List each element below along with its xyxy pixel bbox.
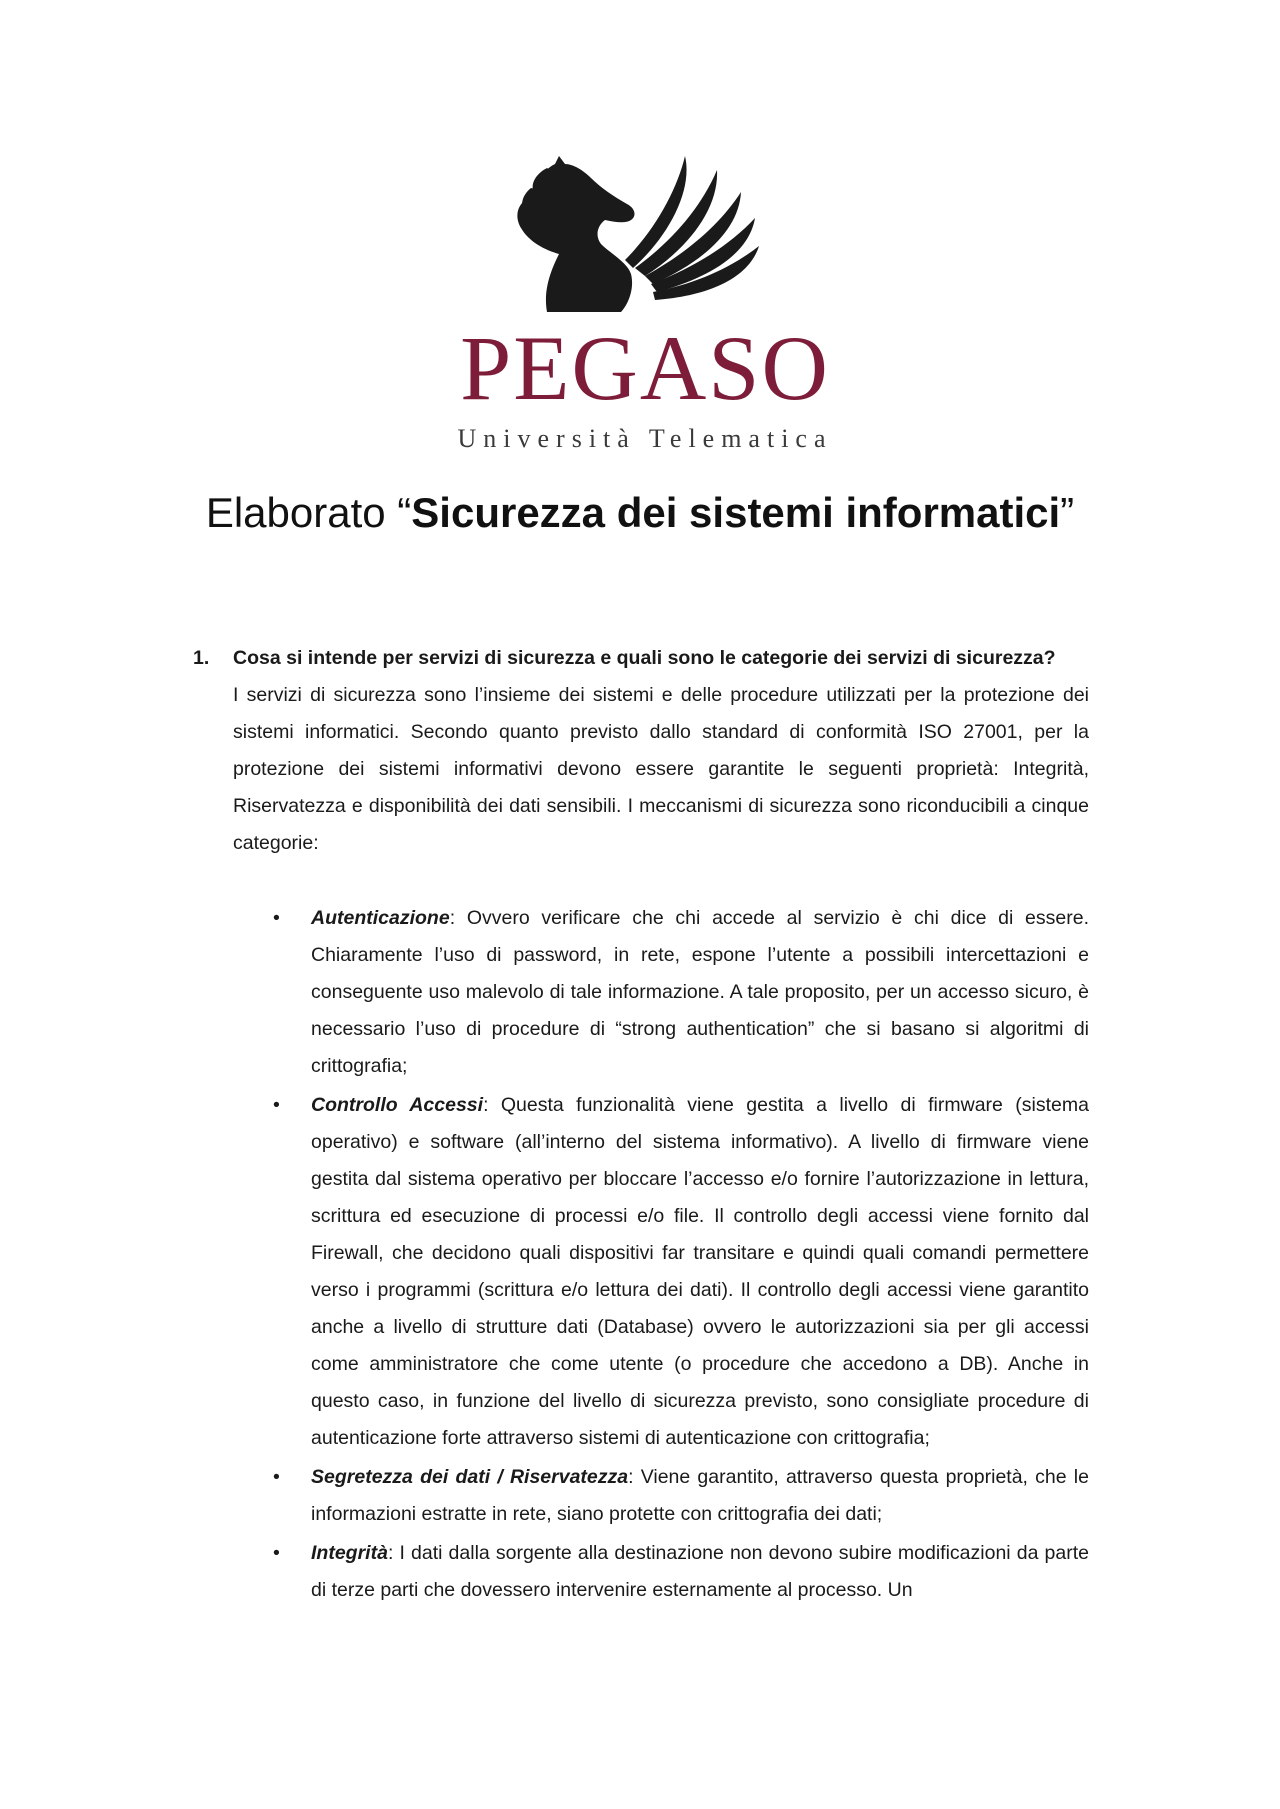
pegasus-icon: [455, 150, 835, 320]
logo-wordmark: PEGASO: [460, 317, 830, 419]
list-item-text: : I dati dalla sorgente alla destinazione non devono subire modificazioni da parte di terze parti che dovessero intervenire esternamente al processo. Un: [311, 1542, 1089, 1601]
question-heading: [193, 640, 1089, 677]
question-number: 1.: [193, 647, 210, 669]
bullet-icon: •: [273, 1466, 280, 1488]
bullet-icon: •: [273, 907, 280, 929]
document-title: [0, 488, 1280, 538]
list-item-body: [311, 1535, 1089, 1609]
document-body: [193, 640, 1089, 1611]
title-suffix: ”: [1060, 489, 1075, 536]
logo-subtitle: Università Telematica: [457, 424, 833, 453]
list-item: [193, 900, 1089, 1085]
answer-paragraph: I servizi di sicurezza sono l’insieme dei sistemi e delle procedure utilizzati per la protezione dei sistemi informatici. Secondo quanto previsto dallo standard di conformità ISO 27001, per la protezione dei sistemi informativi devono essere garantite le seguenti proprietà: Integrità, Riservatezza e disponibilità dei dati sensibili. I meccanismi di sicurezza sono riconducibili a cinque categorie:: [233, 684, 1089, 854]
list-item: [193, 1535, 1089, 1609]
university-logo: [455, 150, 835, 460]
list-item-term: Segretezza dei dati / Riservatezza: [311, 1466, 629, 1488]
list-item: [193, 1087, 1089, 1457]
list-item-term: Integrità: [311, 1542, 388, 1564]
list-item-body: [311, 1087, 1089, 1457]
list-item-term: Autenticazione: [311, 907, 450, 929]
bullet-icon: •: [273, 1542, 280, 1564]
list-item-body: [311, 1459, 1089, 1533]
list-item-text: : Ovvero verificare che chi accede al servizio è chi dice di essere. Chiaramente l’uso di password, in rete, espone l’utente a possibili intercettazioni e conseguente uso malevolo di tale informazione. A tale proposito, per un accesso sicuro, è necessario l’uso di procedure di “strong authentication” che si basano si algoritmi di crittografia;: [311, 907, 1089, 1077]
bullet-icon: •: [273, 1094, 280, 1116]
question-text: Cosa si intende per servizi di sicurezza e quali sono le categorie dei servizi di sicurezza?: [233, 647, 1056, 669]
list-item-term: Controllo Accessi: [311, 1094, 484, 1116]
list-item-text: : Viene garantito, attraverso questa proprietà, che le informazioni estratte in rete, siano protette con crittografia dei dati;: [311, 1466, 1089, 1525]
categories-list: [193, 900, 1089, 1609]
title-prefix: Elaborato “: [205, 489, 412, 536]
list-item-text: : Questa funzionalità viene gestita a livello di firmware (sistema operativo) e software (all’interno del sistema informativo). A livello di firmware viene gestita dal sistema operativo per bloccare l’accesso e/o fornire l’autorizzazione in lettura, scrittura ed esecuzione di processi e/o file. Il controllo degli accessi viene fornito dal Firewall, che decidono quali dispositivi far transitare e quindi quali comandi permettere verso i programmi (scrittura e/o lettura dei dati). Il controllo degli accessi viene garantito anche a livello di strutture dati (Database) ovvero le autorizzazioni sia per gli accessi come amministratore che come utente (o procedure che accedono a DB). Anche in questo caso, in funzione del livello di sicurezza previsto, sono consigliate procedure di autenticazione forte attraverso sistemi di autenticazione con crittografia;: [311, 1094, 1089, 1449]
list-item-body: [311, 900, 1089, 1085]
title-bold: Sicurezza dei sistemi informatici: [411, 489, 1061, 536]
list-item: [193, 1459, 1089, 1533]
